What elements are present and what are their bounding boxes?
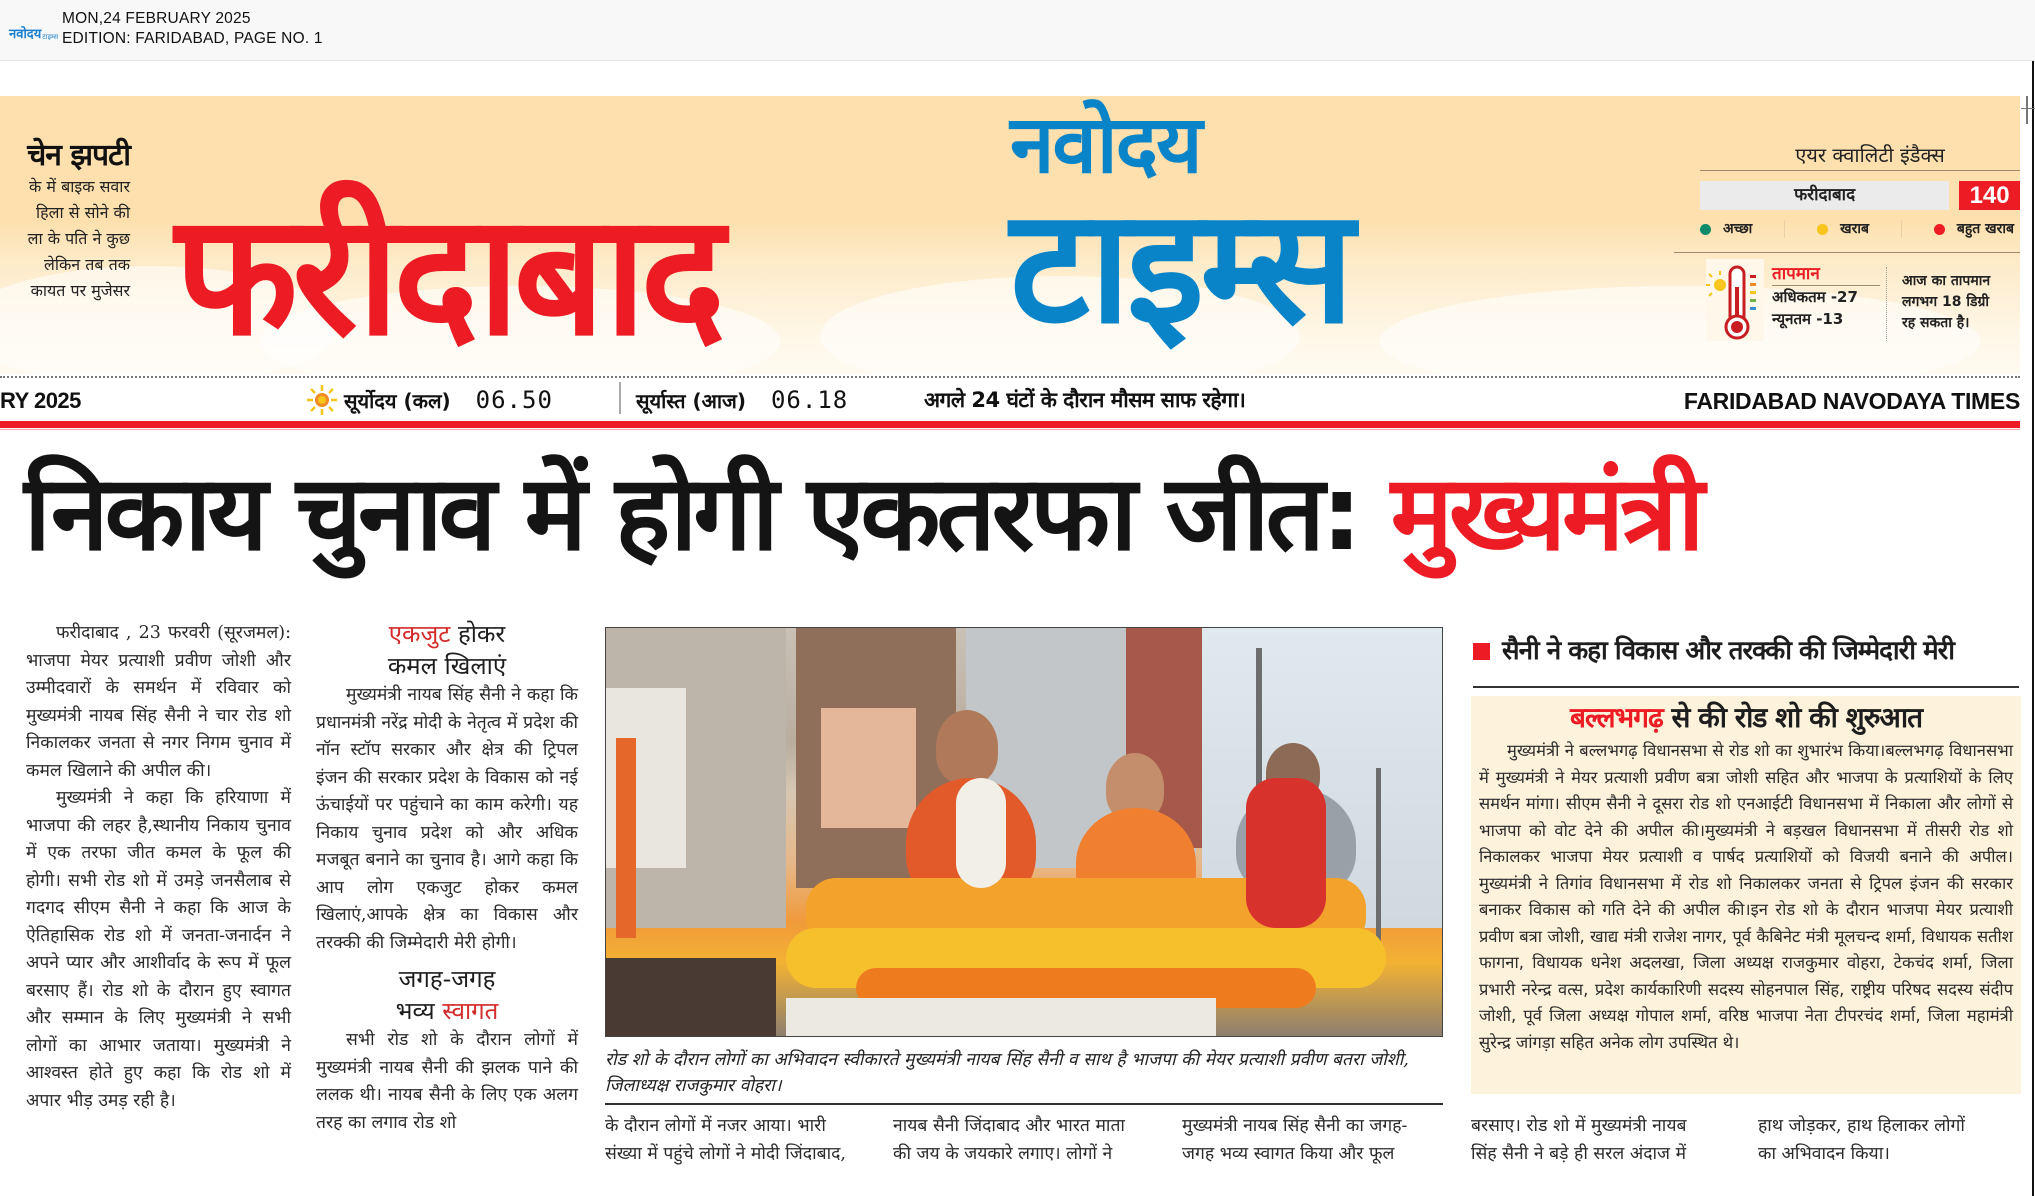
thermometer-icon	[1706, 259, 1764, 341]
edition-meta	[62, 9, 323, 49]
ballabhgarh-box[interactable]	[1471, 696, 2021, 1094]
temperature-max: अधिकतम -27	[1772, 288, 1858, 306]
box-body: मुख्यमंत्री ने बल्लभगढ़ विधानसभा से रोड शो का शुभारंभ किया।बल्लभगढ़ विधानसभा में मुख्यमंत्री ने मेयर प्रत्याशी प्रवीण बत्रा जोशी सहित और भाजपा के प्रत्याशियों के लिए समर्थन मांगा। सीएम सैनी ने दूसरा रोड शो एनआईटी विधानसभा में निकाला और लोगों से भाजपा को वोट देने की अपील की।मुख्यमंत्री ने बड़खल विधानसभा में तीसरी रोड शो निकालकर भाजपा मेयर प्रत्याशी व पार्षद प्रत्याशियों को विजयी बनाने की अपील। मुख्यमंत्री ने तिगांव विधानसभा में रोड शो निकालकर जनता से ट्रिपल इंजन की सरकार बनाकर विकास को गति देने की अपील की।इन रोड शो के दौरान भाजपा मेयर प्रत्याशी प्रवीण बत्रा जोशी, खाद्य मंत्री राजेश नागर, पूर्व कैबिनेट मंत्री मूलचन्द शर्मा, विधायक सतीश फागना, विधायक धनेश अदलखा, जिला अध्यक्ष राजकुमार वोहरा, टेकचंद शर्मा, जिला प्रभारी नरेन्द्र वत्स, प्रदेश कार्यकारिणी सदस्य सोहनपाल सिंह, राष्ट्रीय परिषद सदस्य संदीप जोशी, पूर्व जिला अध्यक्ष गोपाल शर्मा, वरिष्ठ भाजपा नेता टीपरचंद शर्मा, जिला महामंत्री सुरेन्द्र जांगड़ा सहित अनेक लोग उपस्थित थे।	[1479, 741, 2013, 1052]
red-dot-icon	[1934, 224, 1945, 235]
temperature-widget	[1706, 259, 2020, 341]
continued-text-column: मुख्यमंत्री नायब सिंह सैनी का जगह- जगह भव्य स्वागत किया और फूल	[1182, 1116, 1408, 1164]
masthead-navodaya: नवोदय	[1010, 98, 1201, 191]
headline-highlight: मुख्यमंत्री	[1390, 452, 1701, 574]
masthead-red-rule	[0, 421, 2020, 428]
paper-name: FARIDABAD NAVODAYA TIMES	[1683, 388, 2020, 414]
teaser-line: ला के पति ने कुछ	[27, 229, 130, 248]
weather-forecast: अगले 24 घंटों के दौरान मौसम साफ रहेगा।	[924, 388, 1246, 412]
aqi-legend-very-bad: बहुत खराब	[1934, 218, 2014, 240]
viewer-header	[0, 0, 2035, 61]
crosshair-marker	[2021, 108, 2035, 109]
aqi-value: 140	[1959, 181, 2020, 210]
story-column-2[interactable]	[316, 618, 578, 1137]
sunrise-label: सूर्योदय (कल)	[344, 389, 451, 413]
masthead-city-name: फरीदाबाद	[175, 177, 720, 373]
sunset-label: सूर्यास्त (आज)	[636, 389, 747, 413]
edition-page: EDITION: FARIDABAD, PAGE NO. 1	[62, 30, 323, 47]
masthead-red-rule-shadow	[0, 429, 2020, 430]
legend-divider	[1901, 220, 1902, 238]
side-story-headline[interactable]: सैनी ने कहा विकास और तरक्की की जिम्मेदारी मेरी	[1473, 633, 1954, 669]
teaser-headline: चेन झपटी	[27, 138, 130, 173]
teaser-story[interactable]	[0, 138, 130, 304]
masthead-times: टाइम्स	[1010, 175, 1351, 359]
crowd	[606, 958, 776, 1037]
box-headline: बल्लभगढ़ से की रोड शो की शुरुआत	[1569, 701, 1923, 734]
air-quality-widget	[1700, 140, 2020, 253]
lead-headline[interactable]	[24, 448, 2020, 578]
road-show-photo[interactable]	[605, 627, 1443, 1037]
aqi-divider	[1674, 252, 2020, 253]
sunrise-time: 06.50	[475, 386, 553, 414]
yellow-dot-icon	[1817, 224, 1828, 235]
story-paragraph: मुख्यमंत्री नायब सिंह सैनी ने कहा कि प्रधानमंत्री नरेंद्र मोदी के नेतृत्व में प्रदेश की नॉन स्टॉप सरकार और क्षेत्र की ट्रिपल इंजन की सरकार प्रदेश के विकास को नई ऊंचाईयों पर पहुंचाने का काम करेगी। यह निकाय चुनाव प्रदेश को और अधिक मजबूत बनाने का चुनाव है। आगे कहा कि आप लोग एकजुट होकर कमल खिलाएं,आपके क्षेत्र का विकास और तरक्की की जिम्मेदारी मेरी होगी।	[316, 685, 578, 953]
caption-rule	[605, 1103, 1443, 1105]
story-paragraph: फरीदाबाद , 23 फरवरी (सूरजमल): भाजपा मेयर प्रत्याशी प्रवीण जोशी और उम्मीदवारों के समर्थन में रविवार को मुख्यमंत्री नायब सिंह सैनी ने चार रोड शो निकालकर जनता से नगर निगम चुनाव में कमल खिलाने की अपील की।	[26, 623, 291, 781]
photo-caption: रोड शो के दौरान लोगों का अभिवादन स्वीकारते मुख्यमंत्री नायब सिंह सैनी व साथ है भाजपा की मेयर प्रत्याशी प्रवीण बतरा जोशी, जिलाध्यक्ष राजकुमार वोहरा।	[605, 1050, 1409, 1096]
sunrise-info	[344, 387, 553, 414]
headline-main: निकाय चुनाव में होगी एकतरफा जीत:	[24, 452, 1391, 574]
temperature-divider	[1886, 267, 1887, 341]
sun-icon	[306, 384, 338, 416]
aqi-title: एयर क्वालिटी इंडैक्स	[1700, 140, 2020, 171]
side-story-rule	[1473, 686, 2019, 688]
story-paragraph: सभी रोड शो के दौरान लोगों में मुख्यमंत्री नायब सैनी की झलक पाने की ललक थी। नायब सैनी के लिए एक अलग तरह का लगाव रोड शो	[316, 1030, 578, 1133]
temperature-min: न्यूनतम -13	[1772, 310, 1844, 328]
logo-sub-text: टाइम्स	[42, 33, 59, 41]
green-dot-icon	[1700, 224, 1711, 235]
logo-main-text: नवोदय	[9, 27, 42, 42]
continued-text-column: नायब सैनी जिंदाबाद और भारत माता की जय के जयकारे लगाए। लोगों ने	[893, 1116, 1125, 1164]
teaser-line: कायत पर मुजेसर	[30, 281, 130, 300]
aqi-legend	[1700, 218, 2020, 240]
teaser-line: के में बाइक सवार	[29, 177, 130, 196]
teaser-line: हिला से सोने की	[36, 203, 130, 222]
issue-date-fragment: RY 2025	[0, 388, 81, 413]
edition-date: MON,24 FEBRUARY 2025	[62, 10, 251, 27]
aqi-city: फरीदाबाद	[1700, 181, 1949, 210]
temperature-note: आज का तापमान लगभग 18 डिग्री रह सकता है।	[1902, 273, 1991, 331]
vehicle	[786, 998, 1216, 1037]
sunset-time: 06.18	[770, 386, 849, 414]
story-paragraph: मुख्यमंत्री ने कहा कि हरियाणा में भाजपा की लहर है,स्थानीय निकाय चुनाव में एक तरफा जीत कमल के फूल की होगी। सभी रोड शो में उमड़े जनसैलाब से गदगद सीएम सैनी ने कहा कि आज के ऐतिहासिक रोड शो में जनता-जनार्दन ने अपने प्यार और आशीर्वाद के रूप में फूल बरसाए हैं। रोड शो के दौरान हुए स्वागत और सम्मान के लिए मुख्यमंत्री ने सभी लोगों का आभार जताया। मुख्यमंत्री ने आश्वस्त होते हुए कहा कि रोड शो में अपार भीड़ उमड़ रही है।	[26, 788, 291, 1111]
aqi-legend-good: अच्छा	[1700, 218, 1752, 240]
continued-text-column: हाथ जोड़कर, हाथ हिलाकर लोगों का अभिवादन किया।	[1758, 1116, 1965, 1164]
continued-text-column: के दौरान लोगों में नजर आया। भारी संख्या में पहुंचे लोगों ने मोदी जिंदाबाद,	[605, 1116, 846, 1164]
subheading-unity: एकजुट होकर कमल खिलाएं	[387, 620, 507, 680]
navodaya-times-logo[interactable]	[9, 18, 59, 42]
page-edge-line	[2032, 61, 2034, 1196]
temperature-label: तापमान	[1772, 263, 1880, 286]
weather-info-bar	[0, 376, 2020, 416]
sunset-info	[636, 387, 848, 414]
legend-divider	[1784, 220, 1785, 238]
person	[936, 710, 998, 784]
infobar-divider	[619, 382, 621, 414]
red-square-bullet-icon	[1473, 643, 1490, 660]
subheading-welcome: जगह-जगह भव्य स्वागत	[395, 965, 499, 1025]
scroll-marker[interactable]	[2026, 96, 2028, 124]
story-column-1[interactable]	[26, 620, 291, 1115]
teaser-line: लेकिन तब तक	[44, 255, 130, 274]
continued-text-column: बरसाए। रोड शो में मुख्यमंत्री नायब सिंह सैनी ने बड़े ही सरल अंदाज में	[1471, 1116, 1687, 1164]
aqi-legend-bad: खराब	[1817, 218, 1869, 240]
